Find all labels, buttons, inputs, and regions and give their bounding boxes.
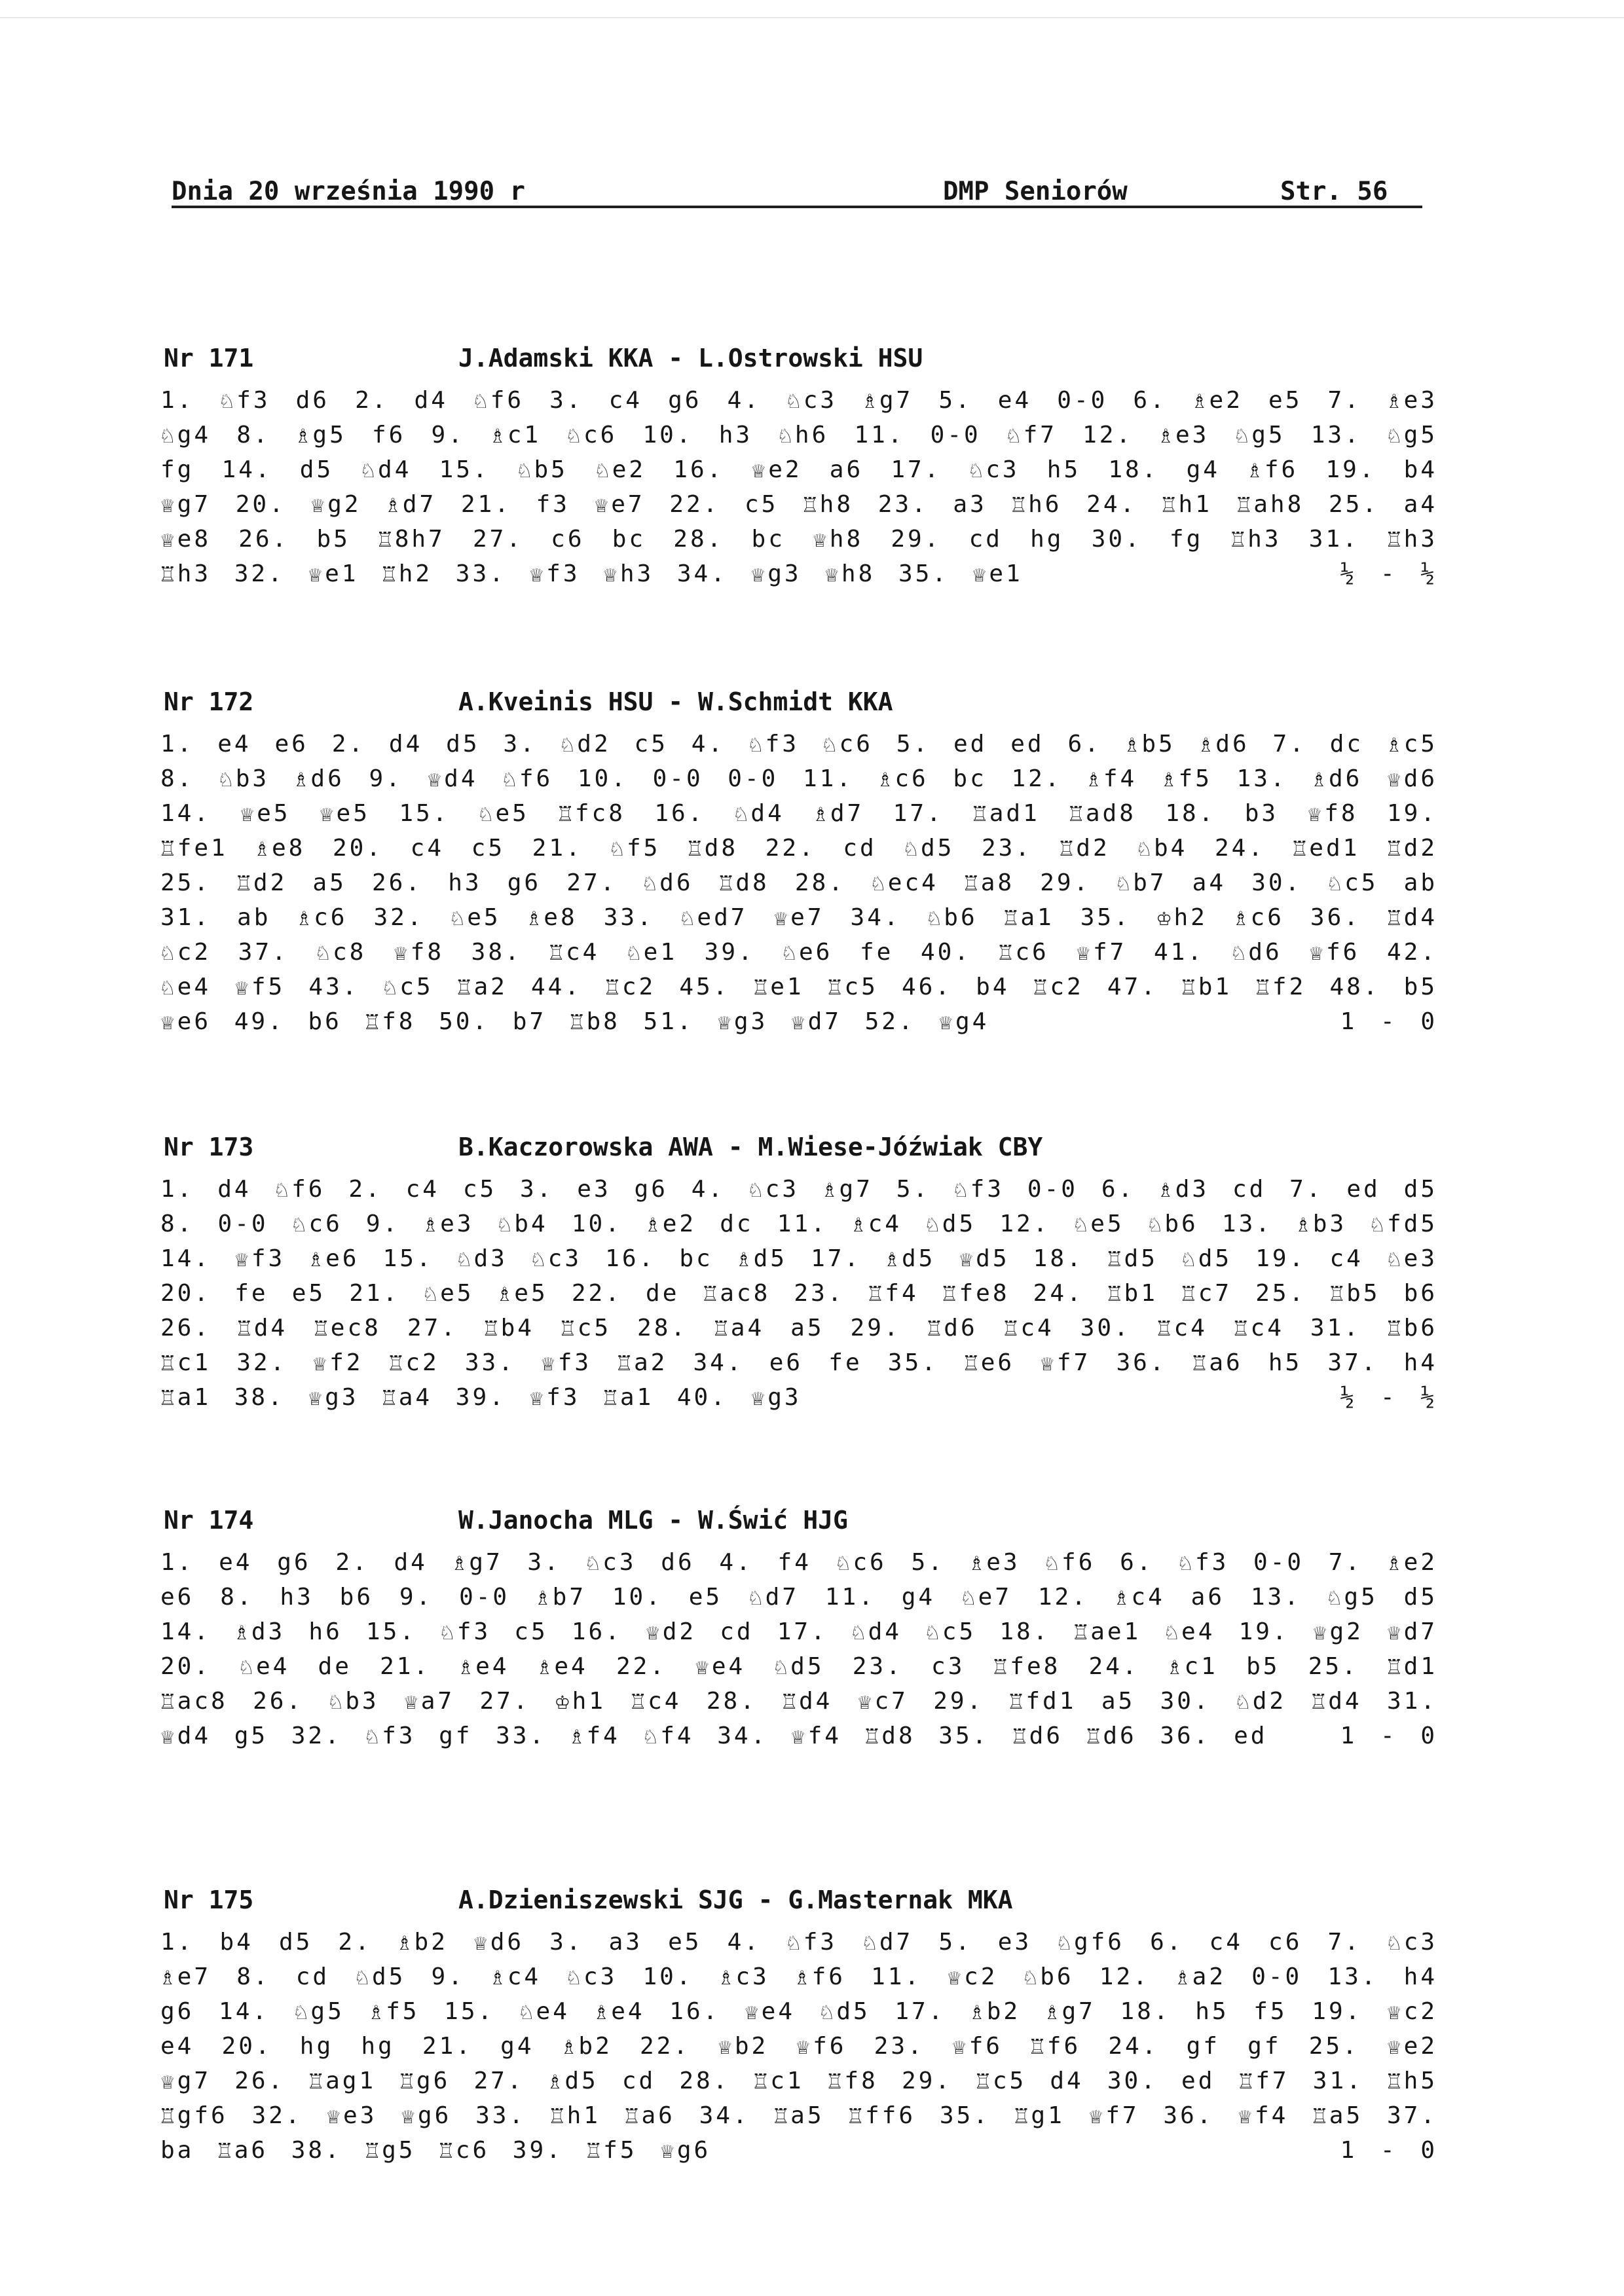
scan-edge <box>0 0 1624 18</box>
game-number: Nr 175 <box>164 1886 254 1914</box>
game-moves <box>160 1172 1437 1415</box>
game-title <box>160 1133 1437 1172</box>
game-players: A.Kveinis HSU - W.Schmidt KKA <box>458 687 893 716</box>
game-result: ½ - ½ <box>1340 1384 1437 1411</box>
game-record <box>160 1506 1437 1753</box>
game-title <box>160 687 1437 727</box>
move-text: 1. e4 e6 2. d4 d5 3. ♘d2 c5 4. ♘f3 ♘c6 5. ed ed 6. ♗b5 ♗d6 7. dc ♗c5 8. ♘b3 ♗d6 9. ♕d4 ♘f6 10. 0-0 0-0 11. ♗c6 bc 12. ♗f4 ♗f5 13. ♗d6 ♕d6 14. ♕e5 ♕e5 15. ♘e5 ♖fc8 16. ♘d4 ♗d7 17. ♖ad1 ♖ad8 18. b3 ♕f8 19. ♖fe1 ♗e8 20. c4 c5 21. ♘f5 ♖d8 22. cd ♘d5 23. ♖d2 ♘b4 24. ♖ed1 ♖d2 25. ♖d2 a5 26. h3 g6 27. ♘d6 ♖d8 28. ♘ec4 ♖a8 29. ♘b7 a4 30. ♘c5 ab 31. ab ♗c6 32. ♘e5 ♗e8 33. ♘ed7 ♕e7 34. ♘b6 ♖a1 35. ♔h2 ♗c6 36. ♖d4 ♘c2 37. ♘c8 ♕f8 38. ♖c4 ♘e1 39. ♘e6 fe 40. ♖c6 ♕f7 41. ♘d6 ♕f6 42. ♘e4 ♕f5 43. ♘c5 ♖a2 44. ♖c2 45. ♖e1 ♖c5 46. b4 ♖c2 47. ♖b1 ♖f2 48. b5 ♕e6 49. b6 ♖f8 50. b7 ♖b8 51. ♕g3 ♕d7 52. ♕g4 <box>160 731 1437 1035</box>
game-number: Nr 174 <box>164 1506 254 1535</box>
game-moves <box>160 1925 1437 2168</box>
game-title <box>160 1506 1437 1545</box>
game-number: Nr 173 <box>164 1133 254 1161</box>
game-moves <box>160 383 1437 591</box>
game-result: 1 - 0 <box>1340 1722 1437 1749</box>
page-date: Dnia 20 września 1990 r <box>172 177 526 206</box>
game-players: A.Dzieniszewski SJG - G.Masternak MKA <box>458 1886 1013 1914</box>
game-result: ½ - ½ <box>1340 560 1437 587</box>
move-text: 1. b4 d5 2. ♗b2 ♕d6 3. a3 e5 4. ♘f3 ♘d7 5. e3 ♘gf6 6. c4 c6 7. ♘c3 ♗e7 8. cd ♘d5 9. ♗c4 ♘c3 10. ♗c3 ♗f6 11. ♕c2 ♘b6 12. ♗a2 0-0 13. h4 g6 14. ♘g5 ♗f5 15. ♘e4 ♗e4 16. ♕e4 ♘d5 17. ♗b2 ♗g7 18. h5 f5 19. ♕c2 e4 20. hg hg 21. g4 ♗b2 22. ♕b2 ♕f6 23. ♕f6 ♖f6 24. gf gf 25. ♕e2 ♕g7 26. ♖ag1 ♖g6 27. ♗d5 cd 28. ♖c1 ♖f8 29. ♖c5 d4 30. ed ♖f7 31. ♖h5 ♖gf6 32. ♕e3 ♕g6 33. ♖h1 ♖a6 34. ♖a5 ♖ff6 35. ♖g1 ♕f7 36. ♕f4 ♖a5 37. ba ♖a6 38. ♖g5 ♖c6 39. ♖f5 ♕g6 <box>160 1929 1437 2164</box>
game-moves <box>160 727 1437 1039</box>
game-result: 1 - 0 <box>1340 1008 1437 1035</box>
move-text: 1. e4 g6 2. d4 ♗g7 3. ♘c3 d6 4. f4 ♘c6 5. ♗e3 ♘f6 6. ♘f3 0-0 7. ♗e2 e6 8. h3 b6 9. 0-0 ♗b7 10. e5 ♘d7 11. g4 ♘e7 12. ♗c4 a6 13. ♘g5 d5 14. ♗d3 h6 15. ♘f3 c5 16. ♕d2 cd 17. ♘d4 ♘c5 18. ♖ae1 ♘e4 19. ♕g2 ♕d7 20. ♘e4 de 21. ♗e4 ♗e4 22. ♕e4 ♘d5 23. c3 ♖fe8 24. ♗c1 b5 25. ♖d1 ♖ac8 26. ♘b3 ♕a7 27. ♔h1 ♖c4 28. ♖d4 ♕c7 29. ♖fd1 a5 30. ♘d2 ♖d4 31. ♕d4 g5 32. ♘f3 gf 33. ♗f4 ♘f4 34. ♕f4 ♖d8 35. ♖d6 ♖d6 36. ed <box>160 1549 1437 1749</box>
game-moves <box>160 1545 1437 1753</box>
game-record <box>160 1133 1437 1415</box>
event-name: DMP Seniorów <box>943 177 1128 206</box>
game-record <box>160 344 1437 591</box>
game-number: Nr 172 <box>164 687 254 716</box>
header-underline <box>172 206 1422 208</box>
page-number: Str. 56 <box>1280 177 1388 206</box>
game-players: W.Janocha MLG - W.Świć HJG <box>458 1506 848 1535</box>
game-number: Nr 171 <box>164 344 254 373</box>
game-title <box>160 1886 1437 1925</box>
game-title <box>160 344 1437 383</box>
game-record <box>160 687 1437 1039</box>
game-players: B.Kaczorowska AWA - M.Wiese-Jóźwiak CBY <box>458 1133 1043 1161</box>
game-record <box>160 1886 1437 2168</box>
game-result: 1 - 0 <box>1340 2137 1437 2164</box>
move-text: 1. ♘f3 d6 2. d4 ♘f6 3. c4 g6 4. ♘c3 ♗g7 5. e4 0-0 6. ♗e2 e5 7. ♗e3 ♘g4 8. ♗g5 f6 9. ♗c1 ♘c6 10. h3 ♘h6 11. 0-0 ♘f7 12. ♗e3 ♘g5 13. ♘g5 fg 14. d5 ♘d4 15. ♘b5 ♘e2 16. ♕e2 a6 17. ♘c3 h5 18. g4 ♗f6 19. b4 ♕g7 20. ♕g2 ♗d7 21. f3 ♕e7 22. c5 ♖h8 23. a3 ♖h6 24. ♖h1 ♖ah8 25. a4 ♕e8 26. b5 ♖8h7 27. c6 bc 28. bc ♕h8 29. cd hg 30. fg ♖h3 31. ♖h3 ♖h3 32. ♕e1 ♖h2 33. ♕f3 ♕h3 34. ♕g3 ♕h8 35. ♕e1 <box>160 387 1437 587</box>
game-players: J.Adamski KKA - L.Ostrowski HSU <box>458 344 923 373</box>
move-text: 1. d4 ♘f6 2. c4 c5 3. e3 g6 4. ♘c3 ♗g7 5. ♘f3 0-0 6. ♗d3 cd 7. ed d5 8. 0-0 ♘c6 9. ♗e3 ♘b4 10. ♗e2 dc 11. ♗c4 ♘d5 12. ♘e5 ♘b6 13. ♗b3 ♘fd5 14. ♕f3 ♗e6 15. ♘d3 ♘c3 16. bc ♗d5 17. ♗d5 ♕d5 18. ♖d5 ♘d5 19. c4 ♘e3 20. fe e5 21. ♘e5 ♗e5 22. de ♖ac8 23. ♖f4 ♖fe8 24. ♖b1 ♖c7 25. ♖b5 b6 26. ♖d4 ♖ec8 27. ♖b4 ♖c5 28. ♖a4 a5 29. ♖d6 ♖c4 30. ♖c4 ♖c4 31. ♖b6 ♖c1 32. ♕f2 ♖c2 33. ♕f3 ♖a2 34. e6 fe 35. ♖e6 ♕f7 36. ♖a6 h5 37. h4 ♖a1 38. ♕g3 ♖a4 39. ♕f3 ♖a1 40. ♕g3 <box>160 1176 1437 1411</box>
